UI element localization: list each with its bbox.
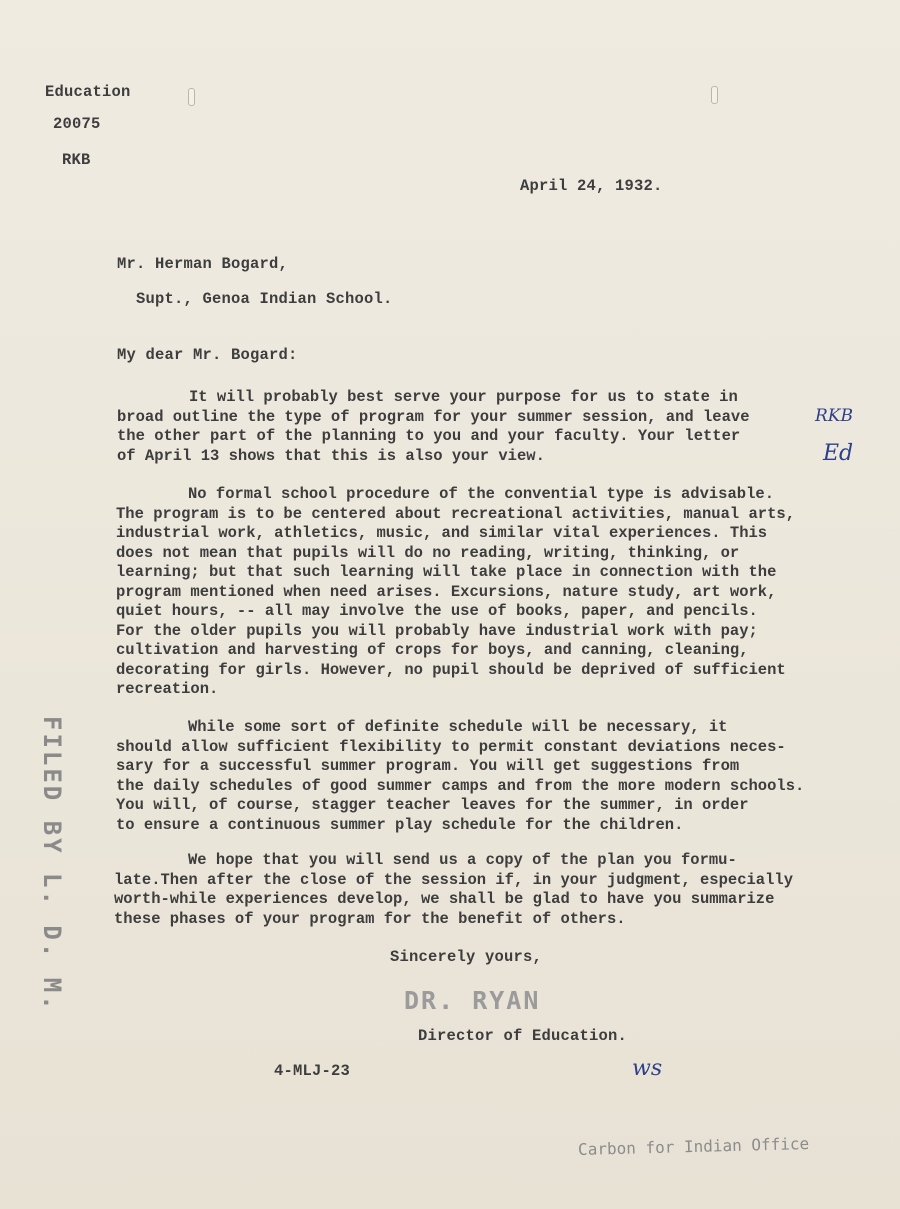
paragraph-line: broad outline the type of program for your summer session, and leave (117, 407, 750, 426)
paragraph-line: should allow sufficient flexibility to permit constant deviations neces- (116, 737, 786, 756)
handwritten-typist-initials: ws (632, 1056, 663, 1081)
paragraph-line: decorating for girls. However, no pupil should be deprived of sufficient (116, 660, 786, 679)
filed-by-stamp-text: FILED BY L. D. M. (38, 716, 66, 1013)
paragraph-line: The program is to be centered about recreational activities, manual arts, (116, 504, 796, 523)
recipient-name: Mr. Herman Bogard, (117, 255, 289, 273)
paragraph-2 (116, 485, 795, 700)
reference-code: 4-MLJ-23 (274, 1062, 351, 1080)
closing: Sincerely yours, (390, 948, 543, 966)
paragraph-line: cultivation and harvesting of crops for boys, and canning, cleaning, (116, 641, 749, 659)
paragraph-3 (116, 718, 804, 835)
recipient-title: Supt., Genoa Indian School. (136, 290, 393, 308)
paragraph-line: industrial work, athletics, music, and similar vital experiences. This (116, 524, 768, 542)
paragraph-line: You will, of course, stagger teacher leaves for the summer, in order (116, 796, 749, 814)
letter-date: April 24, 1932. (520, 177, 663, 195)
salutation: My dear Mr. Bogard: (117, 346, 298, 364)
paragraph-line: late.Then after the close of the session if, in your judgment, especially (114, 870, 794, 889)
signature-stamp: DR. RYAN (404, 986, 541, 1015)
paragraph-1 (117, 388, 750, 466)
file-initials: RKB (62, 151, 91, 169)
paragraph-line: For the older pupils you will probably have industrial work with pay; (116, 621, 758, 640)
filed-by-stamp (38, 716, 68, 1013)
paragraph-line: quiet hours, -- all may involve the use of books, paper, and pencils. (116, 602, 758, 620)
paragraph-line: sary for a successful summer program. You will get suggestions from (116, 757, 740, 775)
punch-hole-right (711, 86, 718, 104)
paragraph-line: worth-while experiences develop, we shall be glad to have you summarize (114, 890, 775, 908)
paragraph-line: the other part of the planning to you and your faculty. Your letter (117, 427, 741, 445)
paragraph-line: of April 13 shows that this is also your view. (117, 446, 545, 465)
paragraph-line: learning; but that such learning will take place in connection with the (116, 563, 777, 581)
paragraph-line: does not mean that pupils will do no reading, writing, thinking, or (116, 543, 740, 562)
paragraph-line: the daily schedules of good summer camps and from the more modern schools. (116, 776, 805, 795)
paragraph-line: to ensure a continuous summer play schedule for the children. (116, 815, 684, 834)
file-category: Education (45, 83, 131, 101)
paragraph-4 (114, 851, 793, 929)
file-number: 20075 (53, 115, 101, 133)
signer-title: Director of Education. (418, 1027, 628, 1045)
paragraph-line: We hope that you will send us a copy of the plan you formu- (188, 851, 737, 869)
paragraph-line: No formal school procedure of the convential type is advisable. (188, 485, 774, 503)
handwritten-initials-rkb: RKB (815, 406, 853, 426)
paragraph-line: recreation. (116, 680, 219, 698)
paragraph-line: It will probably best serve your purpose for us to state in (189, 388, 738, 406)
punch-hole-left (188, 88, 195, 106)
handwritten-initials-ed: Ed (823, 441, 854, 466)
paragraph-line: While some sort of definite schedule will be necessary, it (188, 718, 728, 736)
paragraph-line: these phases of your program for the benefit of others. (114, 909, 626, 928)
paragraph-line: program mentioned when need arises. Excursions, nature study, art work, (116, 582, 777, 601)
carbon-copy-stamp: Carbon for Indian Office (577, 1133, 810, 1160)
